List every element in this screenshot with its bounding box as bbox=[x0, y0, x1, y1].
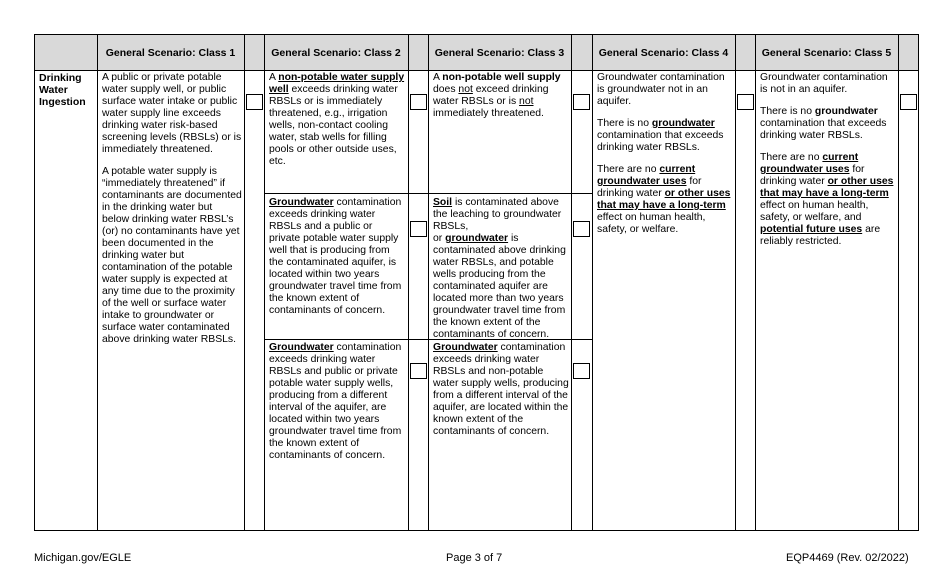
column-divider bbox=[97, 35, 98, 530]
class-4-paragraph bbox=[597, 118, 733, 154]
class-4-paragraph: Groundwater contamination is groundwater not in an aquifer. bbox=[597, 72, 725, 107]
text-segment: There are no bbox=[597, 164, 660, 175]
class-1-paragraph: A public or private potable water supply well, or public surface water intake or public water supply line exceeds drinking water risk-based screening levels (RBSLs) or is immediately threatened. bbox=[102, 72, 242, 155]
text-segment: contamination that exceeds drinking water RBSLs. bbox=[597, 130, 724, 153]
text-segment: contamination exceeds drinking water RBSLs and non-potable water supply wells, producing from a different interval of the aquifer, are located within the known extent of the contaminants of concern. bbox=[433, 342, 569, 437]
column-divider bbox=[735, 35, 736, 530]
class-1-paragraph: A potable water supply is “immediately threatened” if contaminants are documented in the drinking water but below drinking water RBSL’s (or) no contaminants have yet been documented in the drinking water but contamination of the potable water supply is expected at any time due to the proximity of the well or surface water intake to groundwater or surface water contaminated above drinking water RBSLs. bbox=[102, 166, 242, 345]
text-segment: contamination exceeds drinking water RBSLs and public or private potable water supply wells, producing from a different interval of the aquifer, are located within two years groundwater travel time from the known extent of contaminants of concern. bbox=[269, 342, 402, 461]
row-label-line: Drinking bbox=[39, 72, 82, 84]
text-segment: groundwater bbox=[651, 118, 715, 129]
text-segment: for drinking water bbox=[760, 164, 865, 187]
column-divider bbox=[264, 35, 265, 530]
class-2-description-a bbox=[269, 72, 405, 168]
text-segment: current groundwater uses bbox=[597, 164, 696, 187]
row-label-drinking-water-ingestion bbox=[39, 72, 86, 108]
row-label-line: Water bbox=[39, 84, 68, 96]
class-2c-checkbox[interactable] bbox=[410, 363, 427, 379]
column-divider bbox=[592, 35, 593, 530]
text-segment: current groundwater uses bbox=[760, 152, 859, 175]
header-class-1: General Scenario: Class 1 bbox=[105, 46, 236, 59]
text-segment: There is no bbox=[597, 118, 652, 129]
header-divider bbox=[35, 70, 918, 71]
column-divider bbox=[244, 35, 245, 530]
text-segment: effect on human health, safety, or welfare, and bbox=[760, 200, 869, 223]
row-divider bbox=[264, 193, 428, 194]
footer-website: Michigan.gov/EGLE bbox=[34, 552, 132, 564]
text-segment: does bbox=[433, 84, 459, 95]
text-segment: exceeds drinking water RBSLs or is immediately threatened, e.g., irrigation wells, non-contact cooling water, stab wells for filling pools or other outside uses, etc. bbox=[269, 84, 398, 167]
text-segment: A bbox=[269, 72, 279, 83]
class-3a-checkbox[interactable] bbox=[573, 94, 590, 110]
text-segment: not bbox=[519, 96, 534, 107]
class-2a-checkbox[interactable] bbox=[410, 94, 427, 110]
row-divider bbox=[264, 339, 428, 340]
text-segment: or bbox=[433, 233, 446, 244]
text-segment: contamination that exceeds drinking water RBSLs. bbox=[760, 118, 887, 141]
column-divider bbox=[898, 35, 899, 530]
class-1-description bbox=[102, 72, 242, 356]
row-divider bbox=[428, 193, 592, 194]
class-5-paragraph: Groundwater contamination is not in an aquifer. bbox=[760, 72, 888, 95]
text-segment: groundwater bbox=[445, 233, 509, 244]
scenario-table bbox=[34, 34, 919, 531]
text-segment: A bbox=[433, 72, 443, 83]
class-2-description-c bbox=[269, 342, 406, 462]
text-segment: is contaminated above the leaching to groundwater RBSLs, bbox=[433, 197, 562, 232]
text-segment: Groundwater bbox=[269, 197, 334, 208]
text-segment: not bbox=[458, 84, 473, 95]
column-divider bbox=[428, 35, 429, 530]
class-1-checkbox[interactable] bbox=[246, 94, 263, 110]
text-segment: non-potable well supply bbox=[442, 72, 561, 83]
class-2b-checkbox[interactable] bbox=[410, 221, 427, 237]
class-5-paragraph bbox=[760, 106, 896, 142]
text-segment: immediately threatened. bbox=[433, 108, 544, 119]
class-3-description-c bbox=[433, 342, 569, 438]
text-segment: There is no bbox=[760, 106, 815, 117]
text-segment: effect on human health, safety, or welfare. bbox=[597, 212, 706, 235]
class-4-paragraph bbox=[597, 164, 733, 236]
header-class-3: General Scenario: Class 3 bbox=[434, 46, 565, 59]
class-5-paragraph bbox=[760, 152, 896, 248]
column-divider bbox=[571, 35, 572, 530]
text-segment: Soil bbox=[433, 197, 453, 208]
class-2-description-b bbox=[269, 197, 406, 317]
text-segment: for drinking water bbox=[597, 176, 702, 199]
text-segment: Groundwater bbox=[269, 342, 334, 353]
text-segment: exceed drinking water RBSLs or is bbox=[433, 84, 549, 107]
text-segment: are reliably restricted. bbox=[760, 224, 881, 247]
row-label-line: Ingestion bbox=[39, 96, 86, 108]
class-3-description-b bbox=[433, 197, 569, 341]
header-class-2: General Scenario: Class 2 bbox=[271, 46, 401, 59]
class-3b-checkbox[interactable] bbox=[573, 221, 590, 237]
class-5-description bbox=[760, 72, 896, 258]
text-segment: Groundwater bbox=[433, 342, 498, 353]
text-segment: contamination exceeds drinking water RBSLs and a public or private potable water supply well that is producing from the contaminated aquifer, is located within two years groundwater travel time from the known extent of contaminants of concern. bbox=[269, 197, 402, 316]
header-class-5: General Scenario: Class 5 bbox=[761, 46, 892, 59]
text-segment: non-potable water supply well bbox=[269, 72, 405, 95]
header-class-4: General Scenario: Class 4 bbox=[598, 46, 729, 59]
text-segment: is contaminated above drinking water RBSLs, and potable wells producing from the contaminated aquifer are located more than two years groundwater travel time from the known extent of the contaminants of concern. bbox=[433, 233, 566, 340]
class-4-description bbox=[597, 72, 733, 246]
class-4-checkbox[interactable] bbox=[737, 94, 754, 110]
class-3-description-a bbox=[433, 72, 569, 120]
text-segment: or other uses that may have a long-term bbox=[760, 176, 894, 199]
footer-form-number: EQP4469 (Rev. 02/2022) bbox=[786, 552, 909, 564]
text-segment: groundwater bbox=[814, 106, 878, 117]
column-divider bbox=[755, 35, 756, 530]
class-3c-checkbox[interactable] bbox=[573, 363, 590, 379]
text-segment: potential future uses bbox=[760, 224, 863, 235]
text-segment: There are no bbox=[760, 152, 823, 163]
class-5-checkbox[interactable] bbox=[900, 94, 917, 110]
text-segment: or other uses that may have a long-term bbox=[597, 188, 731, 211]
column-divider bbox=[408, 35, 409, 530]
footer-page-number: Page 3 of 7 bbox=[446, 552, 503, 564]
